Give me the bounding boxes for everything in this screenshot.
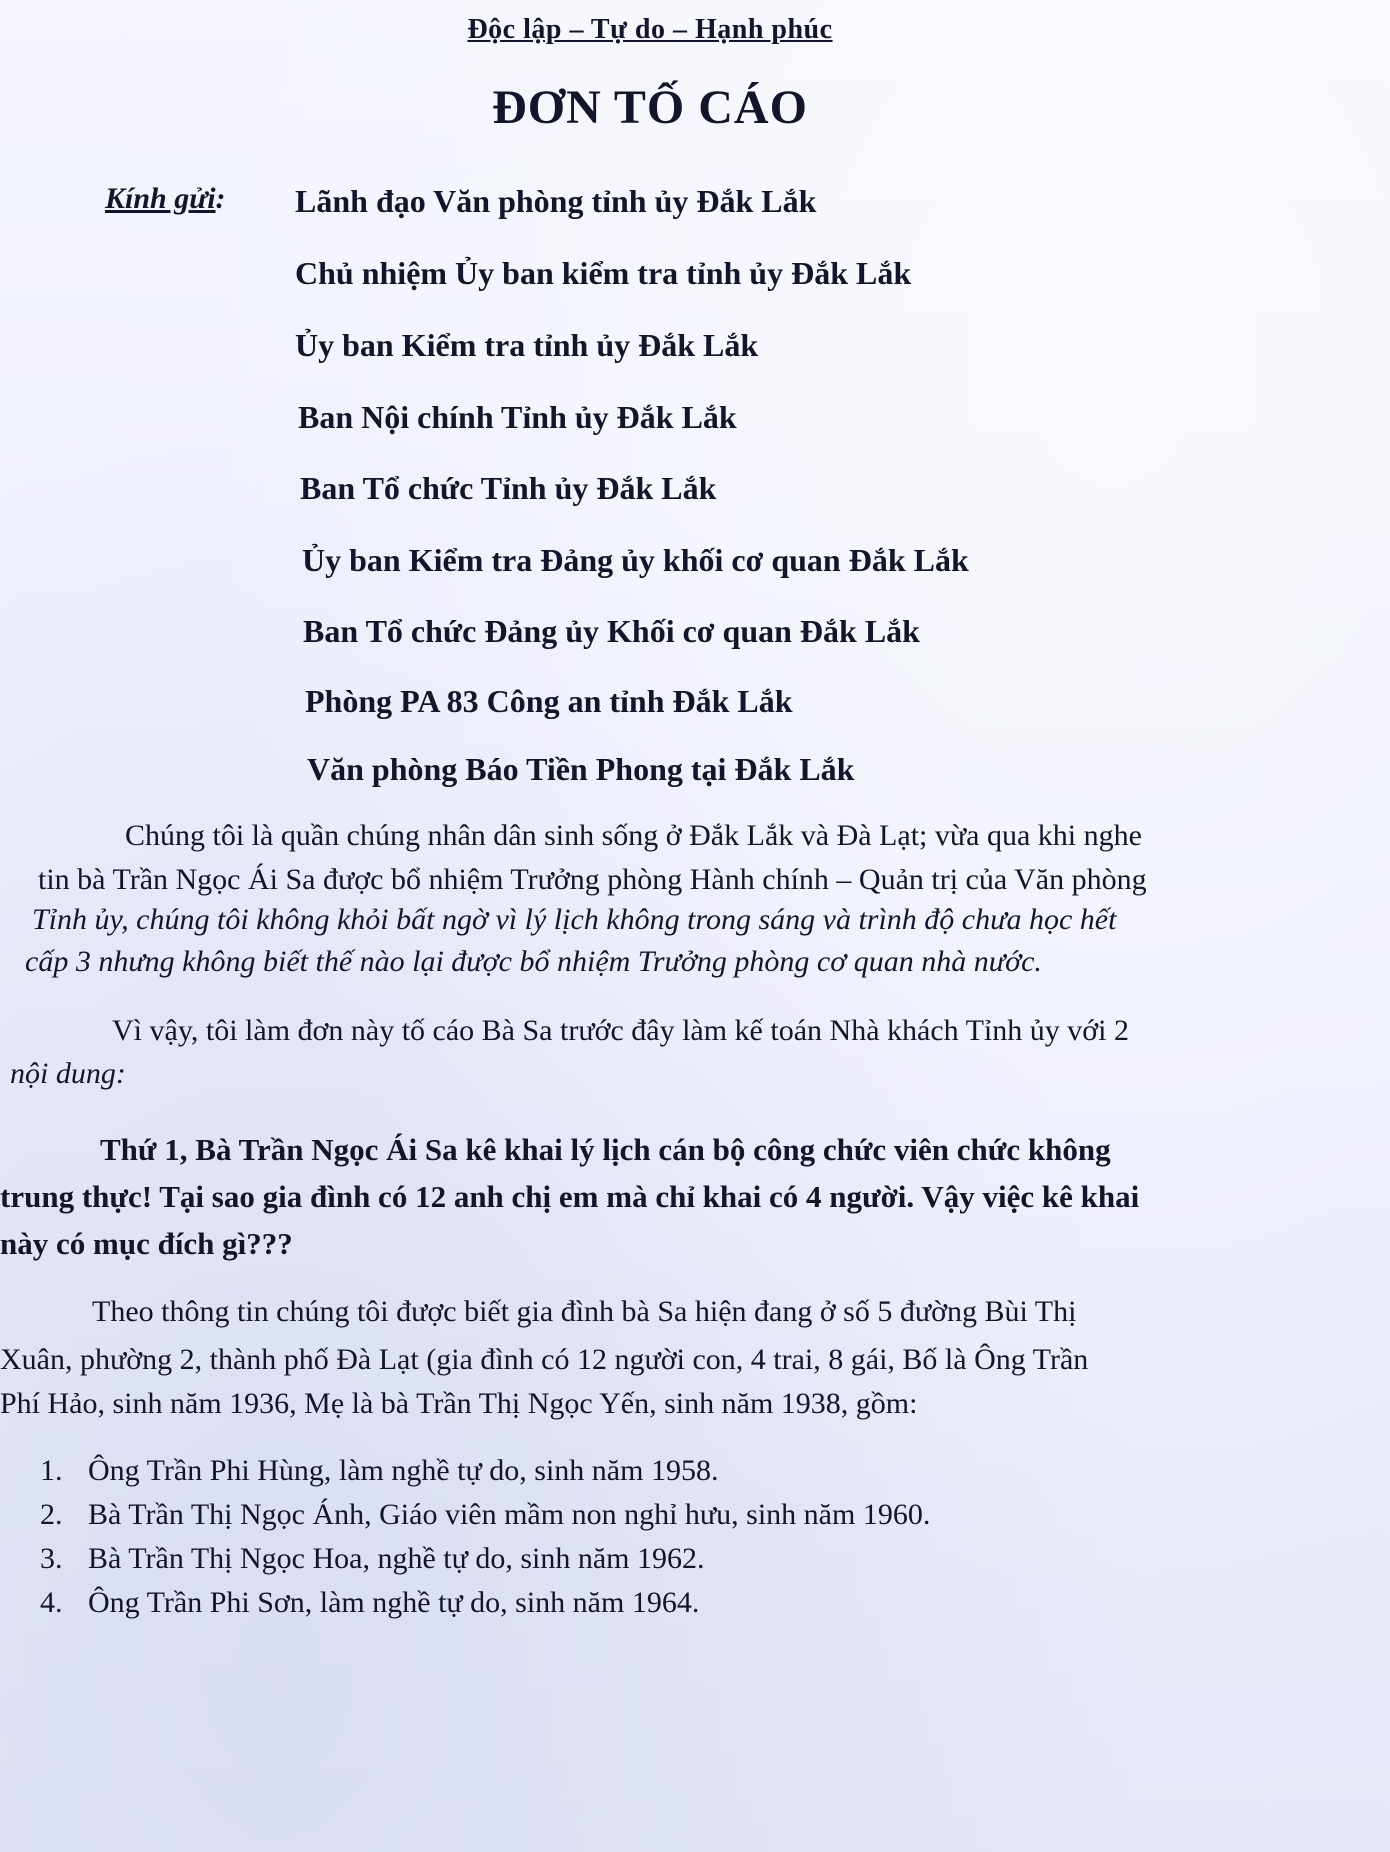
list-item-number: 3. [40, 1542, 63, 1575]
paragraph-line: này có mục đích gì??? [0, 1226, 293, 1261]
paragraph-line: tin bà Trần Ngọc Ái Sa được bổ nhiệm Trưởng phòng Hành chính – Quản trị của Văn phòng [38, 863, 1147, 896]
recipients-label-text: Kính gửi [105, 182, 216, 215]
paragraph-line: Tỉnh ủy, chúng tôi không khỏi bất ngờ vì lý lịch không trong sáng và trình độ chưa học hết [32, 903, 1117, 936]
paragraph-line: Chúng tôi là quần chúng nhân dân sinh sống ở Đắk Lắk và Đà Lạt; vừa qua khi nghe [125, 819, 1142, 852]
paragraph-line: Xuân, phường 2, thành phố Đà Lạt (gia đình có 12 người con, 4 trai, 8 gái, Bố là Ông Trần [0, 1343, 1089, 1376]
list-item [40, 1542, 705, 1576]
recipient-line: Chủ nhiệm Ủy ban kiểm tra tỉnh ủy Đắk Lắk [295, 255, 912, 291]
paragraph-line: Phí Hảo, sinh năm 1936, Mẹ là bà Trần Thị Ngọc Yến, sinh năm 1938, gồm: [0, 1387, 918, 1420]
list-item [40, 1454, 718, 1488]
paragraph-line: Vì vậy, tôi làm đơn này tố cáo Bà Sa trước đây làm kế toán Nhà khách Tỉnh ủy với 2 [112, 1014, 1129, 1047]
recipient-line: Ban Tổ chức Đảng ủy Khối cơ quan Đắk Lắk [303, 613, 920, 649]
paragraph-line: Theo thông tin chúng tôi được biết gia đình bà Sa hiện đang ở số 5 đường Bùi Thị [92, 1295, 1077, 1328]
recipient-line: Ban Nội chính Tỉnh ủy Đắk Lắk [298, 399, 737, 435]
list-item-text: Ông Trần Phi Hùng, làm nghề tự do, sinh năm 1958. [88, 1454, 719, 1487]
document-title: ĐƠN TỐ CÁO [492, 81, 808, 134]
list-item-text: Bà Trần Thị Ngọc Ánh, Giáo viên mầm non nghỉ hưu, sinh năm 1960. [88, 1498, 931, 1531]
list-item-text: Bà Trần Thị Ngọc Hoa, nghề tự do, sinh năm 1962. [88, 1542, 705, 1575]
recipient-line: Ủy ban Kiểm tra tỉnh ủy Đắk Lắk [295, 327, 759, 363]
recipient-line: Văn phòng Báo Tiền Phong tại Đắk Lắk [307, 751, 855, 787]
paragraph-line: nội dung: [10, 1057, 126, 1090]
list-item-number: 1. [40, 1454, 63, 1487]
list-item-text: Ông Trần Phi Sơn, làm nghề tự do, sinh năm 1964. [88, 1586, 700, 1619]
recipients-label-colon: : [215, 182, 226, 215]
list-item-number: 2. [40, 1498, 63, 1531]
paragraph-line: trung thực! Tại sao gia đình có 12 anh chị em mà chỉ khai có 4 người. Vậy việc kê khai [0, 1179, 1140, 1214]
paragraph-line: cấp 3 nhưng không biết thế nào lại được bổ nhiệm Trưởng phòng cơ quan nhà nước. [25, 945, 1042, 978]
list-item [40, 1498, 930, 1532]
recipient-line: Ủy ban Kiểm tra Đảng ủy khối cơ quan Đắk Lắk [302, 542, 969, 578]
list-item [40, 1586, 699, 1620]
paragraph-line: Thứ 1, Bà Trần Ngọc Ái Sa kê khai lý lịch cán bộ công chức viên chức không [100, 1132, 1111, 1167]
recipient-line: Lãnh đạo Văn phòng tỉnh ủy Đắk Lắk [295, 183, 817, 219]
recipient-line: Phòng PA 83 Công an tỉnh Đắk Lắk [305, 683, 793, 719]
national-motto: Độc lập – Tự do – Hạnh phúc [467, 14, 833, 45]
recipient-line: Ban Tổ chức Tỉnh ủy Đắk Lắk [300, 470, 717, 506]
list-item-number: 4. [40, 1586, 63, 1619]
recipients-label [105, 182, 226, 216]
